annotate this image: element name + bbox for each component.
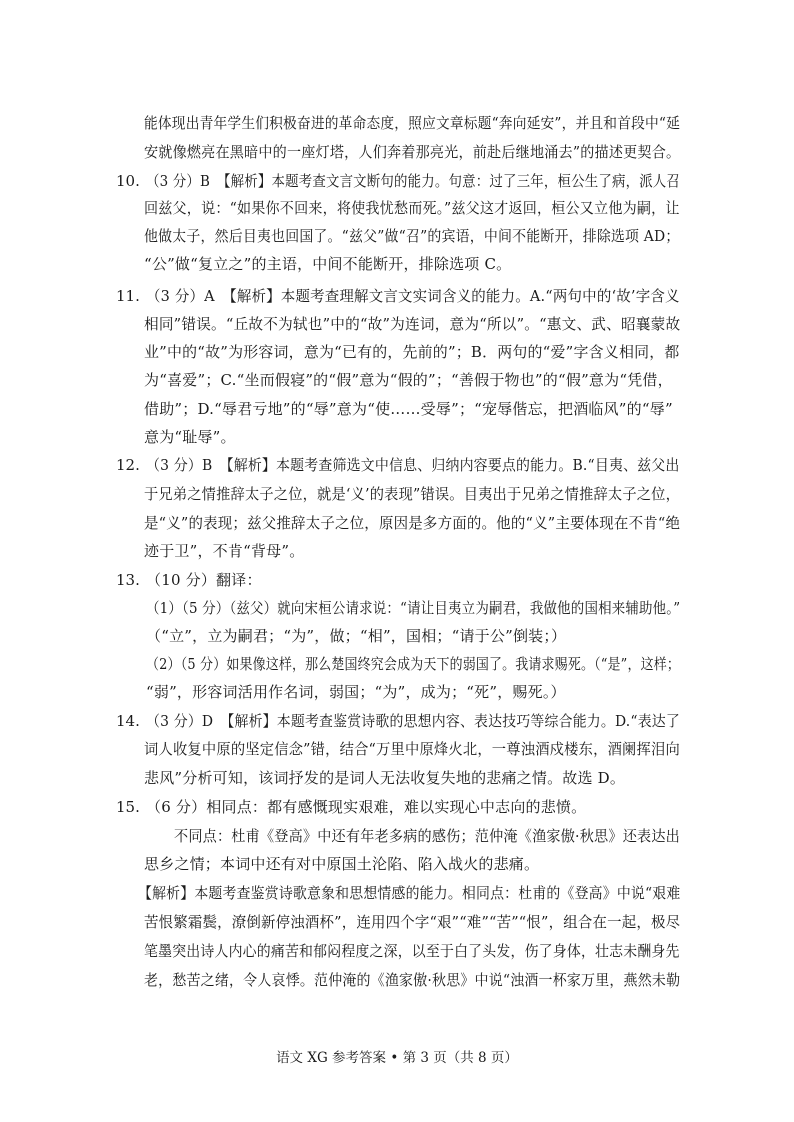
- text-line: 为“喜爱”；C.“坐而假寝”的“假”意为“假的”；“善假于物也”的“假”意为“凭借，: [144, 371, 673, 389]
- text-line: 相同”错误。“丘故不为轼也”中的“故”为连词，意为“所以”。“惠文、武、昭襄蒙故: [144, 315, 681, 333]
- text-line: 老，愁苦之绪，令人哀悸。范仲淹的《渔家傲·秋思》中说“浊酒一杯家万里，燕然未勒: [144, 971, 681, 989]
- text-line: 悲风”分析可知，该词抒发的是词人无法收复失地的悲痛之情。故选 D。: [144, 769, 626, 787]
- text-line: 业”中的“故”为形容词，意为“已有的，先前的”；B．两句的“爱”字含义相同，都: [144, 343, 680, 361]
- page-footer: 语文 XG 参考答案 • 第 3 页（共 8 页）: [276, 1050, 518, 1066]
- text-line: 借助”；D.“辱君亏地”的“辱”意为“使……受辱”；“宠辱偕忘，把酒临风”的“辱”: [144, 400, 673, 418]
- text-line: 意为“耻辱”。: [144, 428, 236, 446]
- text-line: “公”做“复立之”的主语，中间不能断开，排除选项 C。: [144, 255, 512, 273]
- text-line: 不同点：杜甫《登高》中还有年老多病的感伤；范仲淹《渔家傲·秋思》还表达出: [174, 827, 681, 845]
- text-line: 于兄弟之情推辞太子之位，就是‘义’的表现”错误。目夷出于兄弟之情推辞太子之位，: [144, 485, 681, 503]
- text-line: 迹于卫”，不肯“背母”。: [144, 542, 305, 560]
- text-line: 他做太子，然后目夷也回国了。“兹父”做“召”的宾语，中间不能断开，排除选项 AD；: [144, 227, 680, 245]
- question-number: 11.: [116, 287, 140, 305]
- text-line: 苦恨繁霜鬓，潦倒新停浊酒杯”，连用四个字“艰”“难”“苦”“恨”，组合在一起，极尽: [144, 913, 681, 931]
- text-line: （3 分）B 【解析】本题考查文言文断句的能力。句意：过了三年，桓公生了病，派人召: [146, 172, 681, 190]
- question-number: 13.: [116, 571, 140, 589]
- text-line: （10 分）翻译：: [146, 571, 262, 589]
- text-line: （3 分）D 【解析】本题考查鉴赏诗歌的思想内容、表达技巧等综合能力。D.“表达了: [146, 712, 680, 730]
- text-line: （6 分）相同点：都有感慨现实艰难，难以实现心中志向的悲愤。: [146, 798, 587, 816]
- text-line: 安就像燃亮在黑暗中的一座灯塔，人们奔着那亮光，前赴后继地涌去”的描述更契合。: [144, 143, 681, 161]
- text-line: （“立”，立为嗣君；“为”，做；“相”，国相；“请于公”倒装；）: [146, 627, 567, 645]
- text-line: （3 分）A 【解析】本题考查理解文言文实词含义的能力。A.“两句中的‘故’字含义: [146, 287, 680, 305]
- question-number: 15.: [116, 798, 140, 816]
- text-line: “弱”，形容词活用作名词，弱国；“为”，成为；“死”，赐死。）: [146, 683, 566, 701]
- question-number: 14.: [116, 712, 140, 730]
- text-line: 词人收复中原的坚定信念”错，结合“万里中原烽火北，一尊浊酒戍楼东，酒阑挥泪向: [144, 740, 680, 758]
- question-number: 10.: [116, 172, 140, 190]
- text-line: 回兹父，说：“如果你不回来，将使我忧愁而死。”兹父这才返回，桓公又立他为嗣，让: [144, 199, 680, 217]
- text-line: 是“义”的表现；兹父推辞太子之位，原因是多方面的。他的“义”主要体现在不肯“绝: [144, 514, 681, 532]
- question-number: 12.: [116, 456, 140, 474]
- text-line: （2）（5 分）如果像这样，那么楚国终究会成为天下的弱国了。我请求赐死。（“是”，这样；: [146, 655, 681, 673]
- text-line: 【解析】本题考查鉴赏诗歌意象和思想情感的能力。相同点：杜甫的《登高》中说“艰难: [138, 884, 681, 902]
- text-line: （1）（5 分）（兹父）就向宋桓公请求说：“请让目夷立为嗣君，我做他的国相来辅助他。”: [146, 599, 681, 617]
- text-line: 能体现出青年学生们积极奋进的革命态度，照应文章标题“奔向延安”，并且和首段中“延: [144, 114, 681, 132]
- text-line: （3 分）B 【解析】本题考查筛选文中信息、归纳内容要点的能力。B.“目夷、兹父出: [146, 456, 680, 474]
- text-line: 思乡之情；本词中还有对中原国土沦陷、陷入战火的悲痛。: [144, 855, 540, 873]
- text-line: 笔墨突出诗人内心的痛苦和郁闷程度之深，以至于白了头发，伤了身体，壮志未酬身先: [144, 942, 680, 960]
